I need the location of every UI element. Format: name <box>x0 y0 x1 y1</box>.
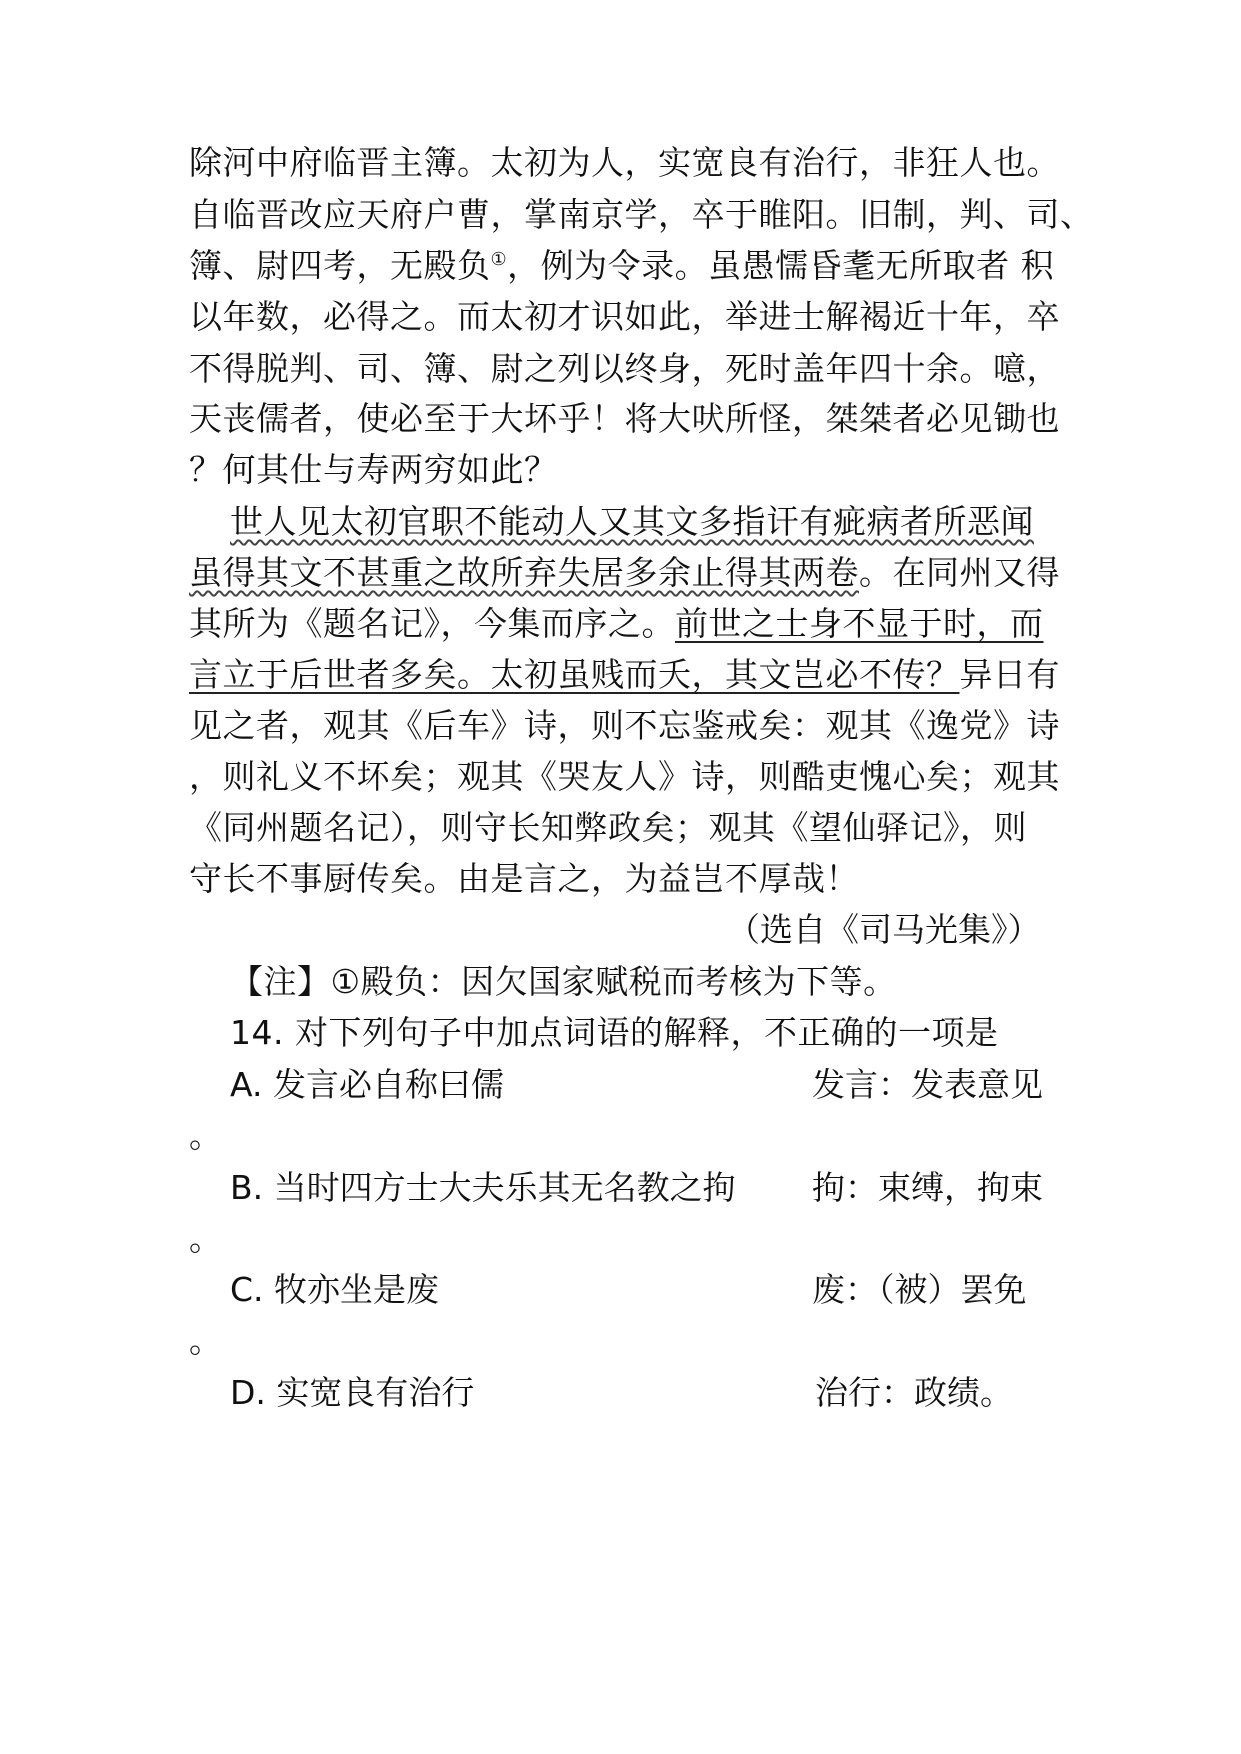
underlined-sentence: 前世之士身不显于时，而 <box>675 604 1044 643</box>
passage-line-1: 除河中府临晋主簿。太初为人，实宽良有治行，非狂人也。 <box>189 143 1060 182</box>
wavy-underlined-text: 世人见太初官职不能动人又其文多指讦有疵病者所恶闻 <box>230 502 1034 541</box>
passage-line-3-a: 簿、尉四考，无殿负 <box>189 246 491 285</box>
option-b-gloss: 拘：束缚，拘束 <box>812 1168 1043 1207</box>
para2-line-7: 《同州题名记），则守长知弊政矣；观其《望仙驿记》，则 <box>189 808 1027 847</box>
option-a-stop: 。 <box>189 1116 222 1155</box>
para2-line-6: ，则礼义不坏矣；观其《哭友人》诗，则酷吏愧心矣；观其 <box>189 757 1060 796</box>
para2-line-4-rest: 异日有 <box>959 655 1060 694</box>
passage-line-3-b: ，例为令录。虽愚懦昏耄无所取者 积 <box>507 246 1055 285</box>
option-d-gloss: 治行：政绩。 <box>815 1373 1013 1412</box>
wavy-underlined-text: 虽得其文不甚重之故所弃失居多余止得其两卷 <box>189 553 859 592</box>
para2-line-1 <box>230 502 1100 542</box>
passage-line-7: ？何其仕与寿两穷如此？ <box>189 450 558 489</box>
option-c-sentence: C. 牧亦坐是废 <box>230 1270 440 1309</box>
para2-line-2-rest: 。在同州又得 <box>859 553 1060 592</box>
note-marker: ① <box>490 249 508 270</box>
para2-line-2 <box>189 553 1059 593</box>
option-d-sentence: D. 实宽良有治行 <box>230 1373 475 1412</box>
question-stem: 14. 对下列句子中加点词语的解释，不正确的一项是 <box>230 1013 999 1052</box>
passage-line-6: 天丧儒者，使必至于大坏乎！将大吠所怪，桀桀者必见锄也 <box>189 399 1060 438</box>
underlined-sentence: 言立于后世者多矣。太初虽贱而夭，其文岂必不传？ <box>189 655 960 694</box>
source-citation: （选自《司马光集》） <box>727 910 1041 949</box>
passage-line-4: 以年数，必得之。而太初才识如此，举进士解褐近十年，卒 <box>189 297 1060 336</box>
option-b-stop: 。 <box>189 1219 222 1258</box>
option-b-sentence: B. 当时四方士大夫乐其无名教之拘 <box>230 1168 736 1207</box>
option-a-gloss: 发言：发表意见 <box>812 1065 1043 1104</box>
para2-line-3-start: 其所为《题名记》，今集而序之。 <box>189 604 675 643</box>
passage-line-5: 不得脱判、司、簿、尉之列以终身，死时盖年四十余。噫， <box>189 349 1060 388</box>
option-a-sentence: A. 发言必自称曰儒 <box>230 1065 504 1104</box>
para2-line-8: 守长不事厨传矣。由是言之，为益岂不厚哉！ <box>189 859 859 898</box>
footnote: 【注】①殿负：因欠国家赋税而考核为下等。 <box>230 962 897 1001</box>
passage-line-2: 自临晋改应天府户曹，掌南京学，卒于睢阳。旧制，判、司、 <box>189 195 1094 234</box>
passage-line-3 <box>189 246 1059 286</box>
option-c-stop: 。 <box>189 1321 222 1360</box>
para2-line-3 <box>189 604 1059 644</box>
para2-line-5: 见之者，观其《后车》诗，则不忘鉴戒矣：观其《逸党》诗 <box>189 706 1060 745</box>
option-c-gloss: 废：（被）罢免 <box>812 1270 1027 1309</box>
para2-line-4 <box>189 655 1059 695</box>
